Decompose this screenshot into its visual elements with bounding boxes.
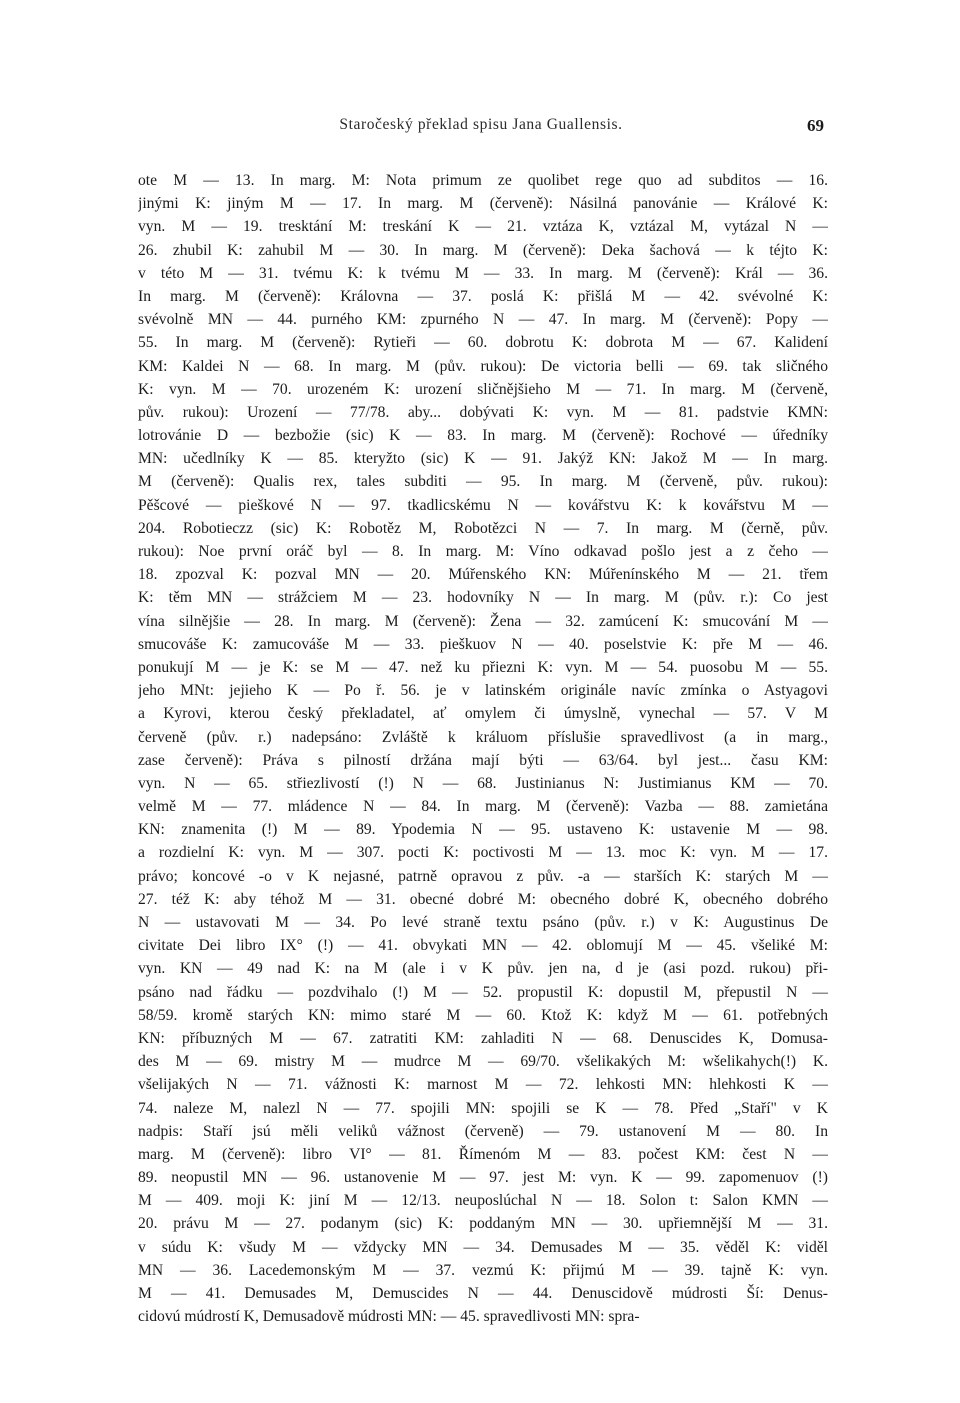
text-line: 55. In marg. M (červeně): Rytieři — 60. dobrotu K: dobrota M — 67. Kalidení [138,334,828,352]
text-line: 89. neopustil MN — 96. ustanovenie M — 97. jest M: vyn. K — 99. zapomenuov (!) [138,1169,828,1187]
text-line: N — ustavovati M — 34. Po levé straně textu psáno (pův. r.) v K: Augustinus De [138,914,828,931]
text-line: civitate Dei libro IX° (!) — 41. obvykati MN — 42. oblomují M — 45. všeliké M: [138,937,828,955]
text-line: rukou): Noe první oráč byl — 8. In marg. M: Víno odkavad pošlo jest a z čeho — [138,543,828,560]
text-line: a rozdielní K: vyn. M — 307. pocti K: poctivosti M — 13. moc K: vyn. M — 17. [138,844,828,862]
text-line: K: vyn. M — 70. urozeném K: urození sličnějšieho M — 71. In marg. M (červeně, [138,380,828,398]
text-line: zase červeně): Práva s pilností držána mají býti — 63/64. byl jest... času KM: [138,751,828,769]
text-line: 26. zhubil K: zahubil M — 30. In marg. M (červeně): Deka šachová — k téjto K: [138,241,828,259]
text-line: červeně (pův. r.) nadepsáno: Zvláště k králuom příslušie spravedlivost (a in marg., [138,728,828,746]
text-line: lotrovánie D — bezbožie (sic) K — 83. In marg. M (červeně): Rochové — úředníky [138,427,828,445]
text-line: 27. též K: aby téhož M — 31. obecné dobré M: obecného dobré K, obecného dobrého [138,890,828,908]
running-title: Staročeský překlad spisu Jana Guallensis. [339,116,623,133]
text-line: MN: učedlníky K — 85. kteryžto (sic) K — 91. Jakýž KN: Jakož M — In marg. [138,450,828,468]
text-line: právo; koncové -o v K nejasné, patrně opravou z pův. -a — starších K: starých M — [138,867,828,885]
text-line: pův. rukou): Urození — 77/78. aby... dobývati K: vyn. M — 81. padstvie KMN: [138,403,828,421]
text-line: vyn. KN — 49 nad K: na M (ale i v K pův. jen na, d je (asi pozd. rukou) při- [138,960,828,978]
text-line: 20. právu M — 27. podanym (sic) K: poddaným MN — 30. upřiemnější M — 31. [138,1215,828,1233]
text-line: KN: příbuzných M — 67. zatratiti KM: zahladiti N — 68. Denuscides K, Domusa- [138,1029,828,1047]
text-line: 204. Robotieczz (sic) K: Robotěz M, Robotězci N — 7. In marg. M (černě, pův. [138,519,828,537]
text-line: ote M — 13. In marg. M: Nota primum ze quolibet rege quo ad subditos — 16. [138,172,828,189]
critical-apparatus-text [138,169,828,1328]
text-line: ponukují M — je K: se M — 47. než ku přiezni K: vyn. M — 54. puosobu M — 55. [138,658,828,676]
text-line: 58/59. kromě starých KN: mimo staré M — 60. Ktož K: když M — 61. potřebných [138,1006,828,1024]
text-line: M (červeně): Qualis rex, tales subditi — 95. In marg. M (červeně, pův. rukou): [138,473,828,491]
text-line: velmě M — 77. mládence N — 84. In marg. M (červeně): Vazba — 88. zamietána [138,798,828,816]
text-line: nadpis: Staří jsú měli veliků vážnost (červeně) — 79. ustanovení M — 80. In [138,1122,828,1140]
text-line: marg. M (červeně): libro VI° — 81. Římenóm M — 83. počest KM: čest N — [138,1145,828,1163]
text-line: In marg. M (červeně): Královna — 37. poslá K: přišlá M — 42. svévolné K: [138,287,828,305]
text-line: v súdu K: všudy M — vždycky MN — 34. Demusades M — 35. věděl K: viděl [138,1238,828,1256]
text-line: smucováše K: zamucováše M — 33. pieškuov N — 40. poselstvie K: pře M — 46. [138,635,828,653]
text-line: vyn. N — 65. střiezlivostí (!) N — 68. Justinianus N: Justimianus KM — 70. [138,774,828,792]
text-line: K: těm MN — strážciem M — 23. hodovníky N — In marg. M (pův. r.): Co jest [138,589,828,607]
text-line: v této M — 31. tvému K: k tvému M — 33. In marg. M (červeně): Král — 36. [138,264,828,282]
text-line: MN — 36. Lacedemonským M — 37. vezmú K: přijmú M — 39. tajně K: vyn. [138,1261,828,1279]
text-line: M — 41. Demusades M, Demuscides N — 44. Denuscidově múdrosti Ší: Denus- [138,1285,828,1302]
text-line: KM: Kaldei N — 68. In marg. M (pův. rukou): De victoria belli — 69. tak sličného [138,357,828,375]
text-line: KN: znamenita (!) M — 89. Ypodemia N — 95. ustaveno K: ustavenie M — 98. [138,821,828,839]
text-line: 18. zpozval K: pozval MN — 20. Múřenského KN: Múřenínského M — 21. třem [138,566,828,584]
text-line: psáno nad řádku — pozdvihalo (!) M — 52. propustil K: dopustil M, přepustil N — [138,983,828,1001]
text-line: des M — 69. mistry M — mudrce M — 69/70. všelikakých M: wšelikahych(!) K. [138,1053,828,1071]
text-line: jeho MNt: jejieho K — Po ř. 56. je v latinském originále navíc zmínka o Astyagovi [138,682,828,700]
text-line: jinými K: jiným M — 17. In marg. M (červeně): Násilná panovánie — Králové K: [138,195,828,213]
page-number: 69 [807,116,824,135]
text-line: vína silnějšie — 28. In marg. M (červeně): Žena — 32. zamúcení K: smucování M — [138,612,828,630]
text-line: všelijakých N — 71. vážnosti K: marnost M — 72. lehkosti MN: hlehkosti K — [138,1076,828,1094]
text-line: M — 409. moji K: jiní M — 12/13. neuposlúchal N — 18. Solon t: Salon KMN — [138,1192,828,1210]
text-line: svévolně MN — 44. purného KM: zpurného N — 47. In marg. M (červeně): Popy — [138,311,828,329]
text-line: 74. naleze M, nalezl N — 77. spojili MN: spojili se K — 78. Před „Staří" v K [138,1099,828,1117]
text-line: cidovú múdrostí K, Demusadově múdrosti MN: — 45. spravedlivosti MN: spra- [138,1308,640,1326]
text-line: Pěšcové — pieškové N — 97. tkadlicskému N — kovářstvu K: k kovářstvu M — [138,496,828,514]
text-line: a Kyrovi, kterou český překladatel, ať omylem či úmyslně, vynechal — 57. V M [138,705,828,723]
text-line: vyn. M — 19. tresktání M: treskání K — 21. vztáza K, vztázal M, vytázal N — [138,218,828,236]
running-header [138,116,824,140]
